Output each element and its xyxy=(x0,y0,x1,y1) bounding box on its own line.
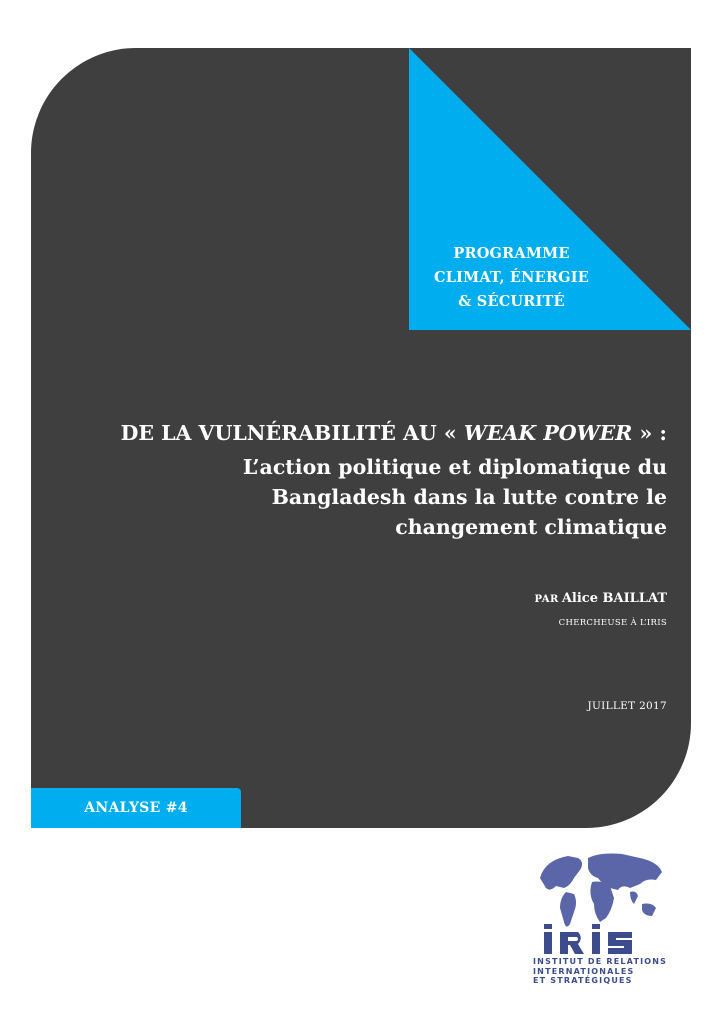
programme-label xyxy=(419,242,604,314)
subtitle-line-2: Bangladesh dans la lutte contre le xyxy=(271,485,667,509)
subtitle-line-1: L’action politique et diplomatique du xyxy=(242,455,667,479)
subtitle-line-3: changement climatique xyxy=(395,515,667,539)
series-label: ANALYSE #4 xyxy=(31,788,241,828)
globe-icon xyxy=(540,854,662,927)
logo-text xyxy=(533,957,668,986)
logo-line-1: INSTITUT DE RELATIONS xyxy=(533,957,668,966)
publication-date: JUILLET 2017 xyxy=(587,700,667,712)
logo-line-3: ET STRATÉGIQUES xyxy=(533,976,633,985)
title-main xyxy=(47,418,667,448)
programme-line-1: PROGRAMME xyxy=(453,245,570,262)
document-title xyxy=(47,418,667,542)
author-prefix: PAR xyxy=(534,594,559,605)
author-line xyxy=(534,591,667,606)
author-role: CHERCHEUSE À L’IRIS xyxy=(558,618,667,628)
author-name: Alice BAILLAT xyxy=(561,591,667,606)
logo-line-2: INTERNATIONALES xyxy=(533,966,635,976)
document-subtitle xyxy=(47,452,667,542)
iris-wordmark xyxy=(544,924,632,954)
cover-panel xyxy=(31,48,691,828)
programme-line-2: CLIMAT, ÉNERGIE xyxy=(434,269,589,286)
title-prefix: DE LA VULNÉRABILITÉ AU « xyxy=(120,421,464,445)
title-suffix: » : xyxy=(632,421,667,445)
programme-line-3: & SÉCURITÉ xyxy=(458,293,565,310)
title-emphasis: WEAK POWER xyxy=(463,421,633,445)
